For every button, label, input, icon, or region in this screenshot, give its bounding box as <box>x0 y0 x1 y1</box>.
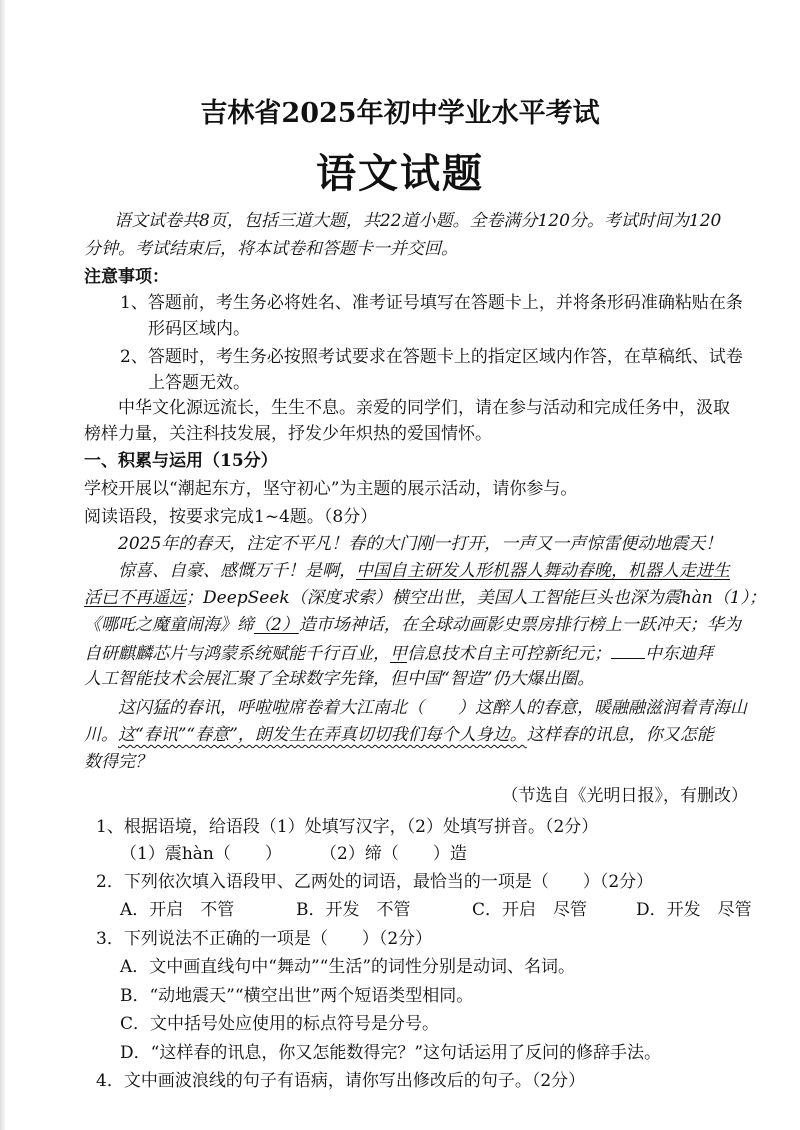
straight-underline-sentence-end: 活已不再遥远 <box>84 588 186 608</box>
passage-line-9: 数得完？ <box>84 752 152 772</box>
note-item-2-cont: 上答题无效。 <box>148 373 250 393</box>
note-item-1-cont: 形码区域内。 <box>148 319 250 339</box>
subject-title: 语文试题 <box>316 150 484 197</box>
blank-yi[interactable] <box>611 641 645 659</box>
q2-option-d[interactable]: D．开发 尽管 <box>636 900 752 920</box>
section-1-heading: 一、积累与运用（15分） <box>84 451 278 471</box>
notes-heading: 注意事项： <box>84 267 169 287</box>
q3-option-b[interactable]: B．“动地震天”“横空出世”两个短语类型相同。 <box>120 986 474 1006</box>
passage-text: 中东迪拜 <box>645 644 713 664</box>
question-4: 4．文中画波浪线的句子有语病，请你写出修改后的句子。（2分） <box>96 1071 586 1091</box>
passage-text: ；DeepSeek（深度求索）横空出世，美国人工智能巨头也深为震hàn（1）； <box>186 588 767 608</box>
q3-option-d[interactable]: D．“这样春的讯息，你又怎能数得完？”这句话运用了反问的修辞手法。 <box>120 1043 662 1063</box>
note-item-1: 1、答题前，考生务必将姓名、准考证号填写在答题卡上，并将条形码准确粘贴在条 <box>120 293 743 313</box>
passage-line-1: 2025年的春天，注定不平凡！春的大门刚一打开，一声又一声惊雷便动地震天！ <box>118 534 723 554</box>
passage-line-5 <box>84 641 713 665</box>
passage-line-4 <box>84 614 741 636</box>
blank-jia[interactable]: 甲 <box>390 644 407 664</box>
passage-line-2 <box>118 560 730 582</box>
q3-option-c[interactable]: C．文中括号处应使用的标点符号是分号。 <box>120 1014 440 1034</box>
question-1: 1、根据语境，给语段（1）处填写汉字，（2）处填写拼音。（2分） <box>96 817 599 837</box>
intro-line-2: 分钟。考试结束后，将本试卷和答题卡一并交回。 <box>84 239 458 259</box>
preface-line-1: 中华文化源远流长，生生不息。亲爱的同学们，请在参与活动和完成任务中，汲取 <box>118 398 730 418</box>
exam-title: 吉林省2025年初中学业水平考试 <box>200 98 600 129</box>
q1-part-2[interactable]: （2）缔（ ）造 <box>320 844 467 864</box>
q2-option-a[interactable]: A．开启 不管 <box>120 900 235 920</box>
passage-line-8 <box>84 724 714 746</box>
section-1-intro-1: 学校开展以“潮起东方，坚守初心”为主题的展示活动，请你参与。 <box>84 479 578 499</box>
passage-text: 川。 <box>84 725 118 745</box>
passage-text: ）这醉人的春意，暖融融滋润着青海山 <box>458 698 747 718</box>
q2-option-b[interactable]: B．开发 不管 <box>296 900 411 920</box>
passage-text: 《哪吒之魔童闹海》缔 <box>84 615 254 635</box>
passage-text: 信息技术自主可控新纪元； <box>407 644 611 664</box>
straight-underline-sentence: 中国自主研发人形机器人舞动春晚，机器人走进生 <box>356 561 730 581</box>
q1-part-1[interactable]: （1）震hàn（ ） <box>120 844 282 864</box>
passage-text: 自研麒麟芯片与鸿蒙系统赋能千行百业， <box>84 644 390 664</box>
bracket-blank <box>424 698 458 718</box>
blank-2[interactable]: （2） <box>254 615 299 635</box>
passage-text: 造市场神话，在全球动画影史票房排行榜上一跃冲天；华为 <box>298 615 741 635</box>
passage-text: 这样春的讯息，你又怎能 <box>526 725 714 745</box>
wavy-underline-sentence: 这“春讯”“春意”，朗发生在弄真切切我们每个人身边。 <box>118 725 527 745</box>
passage-line-3 <box>84 587 766 609</box>
preface-line-2: 榜样力量，关注科技发展，抒发少年炽热的爱国情怀。 <box>84 424 492 444</box>
intro-line-1: 语文试卷共8页，包括三道大题，共22道小题。全卷满分120分。考试时间为120 <box>114 211 722 231</box>
note-item-2: 2、答题时，考生务必按照考试要求在答题卡上的指定区域内作答，在草稿纸、试卷 <box>120 347 743 367</box>
question-2: 2．下列依次填入语段甲、乙两处的词语，最恰当的一项是（ ）（2分） <box>96 872 654 892</box>
passage-text: 惊喜、自豪、感慨万千！是啊， <box>118 561 356 581</box>
q2-option-c[interactable]: C．开启 尽管 <box>472 900 588 920</box>
section-1-intro-2: 阅读语段，按要求完成1~4题。（8分） <box>84 507 378 527</box>
q3-option-a[interactable]: A．文中画直线句中“舞动”“生活”的词性分别是动词、名词。 <box>120 957 576 977</box>
passage-text: 这闪猛的春讯，呼啦啦席卷着大江南北（ <box>118 698 424 718</box>
passage-source: （节选自《光明日报》，有删改） <box>501 786 748 806</box>
question-3: 3．下列说法不正确的一项是（ ）（2分） <box>96 929 433 949</box>
passage-line-6: 人工智能技术会展汇聚了全球数字先锋，但中国“智造”仍大爆出圈。 <box>84 669 595 689</box>
passage-line-7 <box>118 697 747 719</box>
